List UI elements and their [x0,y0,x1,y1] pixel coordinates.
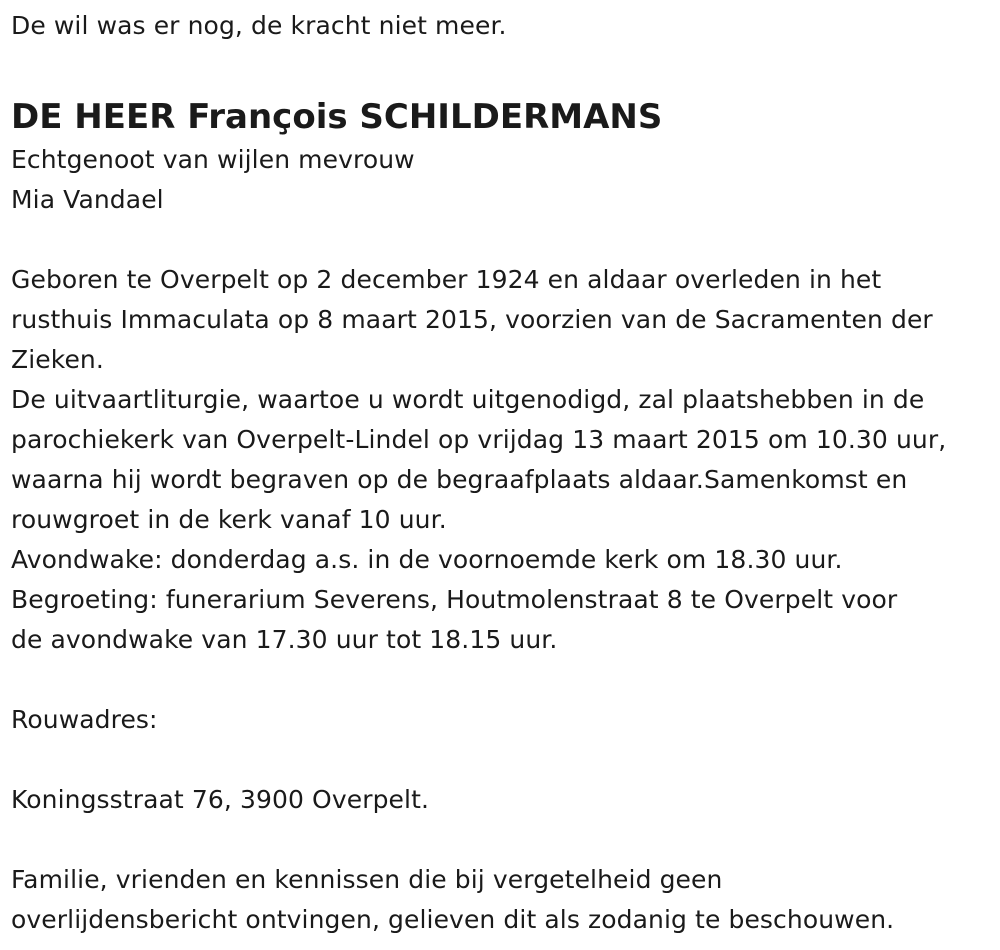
spouse-line: Echtgenoot van wijlen mevrouw [11,145,415,174]
details-line: Avondwake: donderdag a.s. in de voornoemde kerk om 18.30 uur. [11,545,843,574]
details-line: De uitvaartliturgie, waartoe u wordt uitgenodigd, zal plaatshebben in de [11,385,925,414]
address-label: Rouwadres: [11,705,158,734]
spacer [11,740,991,780]
spouse-name: Mia Vandael [11,185,164,214]
closing-paragraph [11,860,991,940]
details-paragraph [11,260,991,660]
details-line: Zieken. [11,345,104,374]
closing-line: overlijdensbericht ontvingen, gelieven dit als zodanig te beschouwen. [11,905,895,934]
deceased-name: DE HEER François SCHILDERMANS [11,97,663,137]
closing-line: Familie, vrienden en kennissen die bij vergetelheid geen [11,865,723,894]
details-line: rouwgroet in de kerk vanaf 10 uur. [11,505,447,534]
details-line: parochiekerk van Overpelt-Lindel op vrijdag 13 maart 2015 om 10.30 uur, [11,425,947,454]
details-line: rusthuis Immaculata op 8 maart 2015, voorzien van de Sacramenten der [11,305,933,334]
details-line: Geboren te Overpelt op 2 december 1924 en aldaar overleden in het [11,265,882,294]
spacer [11,660,991,700]
address-text: Koningsstraat 76, 3900 Overpelt. [11,785,430,814]
obituary-notice [11,6,991,940]
details-line: Begroeting: funerarium Severens, Houtmolenstraat 8 te Overpelt voor [11,585,898,614]
details-line: de avondwake van 17.30 uur tot 18.15 uur. [11,625,558,654]
details-line: waarna hij wordt begraven op de begraafplaats aldaar.Samenkomst en [11,465,908,494]
quote-text: De wil was er nog, de kracht niet meer. [11,11,507,40]
spacer [11,220,991,260]
spacer [11,820,991,860]
spacer [11,46,991,94]
